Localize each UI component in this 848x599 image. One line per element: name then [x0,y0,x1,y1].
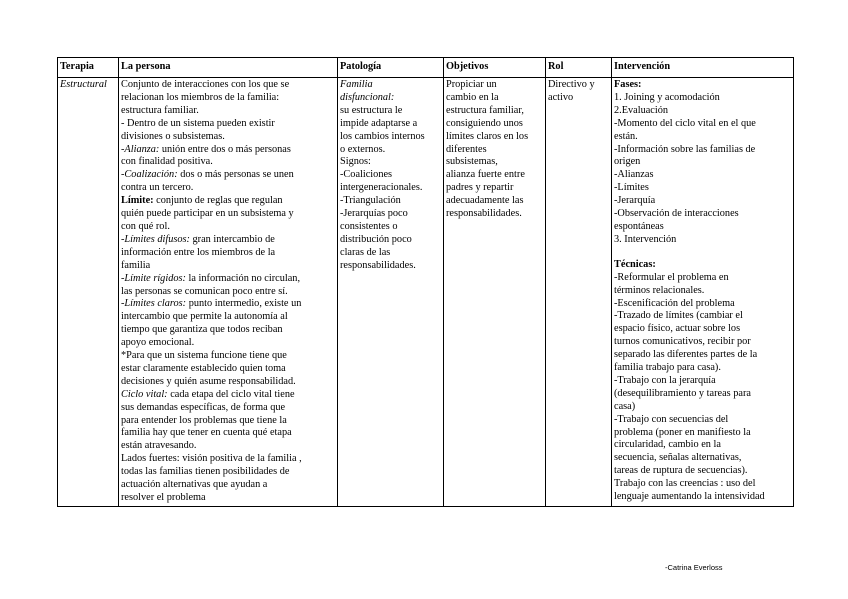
line-text: con qué rol. [121,220,170,232]
line-text: estar claramente establecido quien toma [121,362,286,374]
line-text: están. [614,130,638,142]
header-terapia: Terapia [58,58,119,78]
line-text: cada etapa del ciclo vital tiene [167,388,295,400]
text-line [121,376,335,389]
text-line [340,118,441,131]
cell-objetivos [444,78,546,507]
text-line [340,92,441,105]
term-label: Familia [340,79,373,90]
text-line: activo [548,91,574,103]
line-text: problema (poner en manifiesto la [614,426,751,438]
line-text: las personas se comunican poco entre sí. [121,285,288,297]
text-line [614,118,791,131]
line-text: gran intercambio de [189,233,275,245]
text-line [121,440,335,453]
line-text: -Reformular el problema en [614,271,729,283]
line-text: todas las familias tienen posibilidades de [121,466,290,478]
text-line [614,79,791,92]
text-line [614,414,791,427]
text-line: alianza fuerte entre [446,169,525,181]
text-line [614,298,791,311]
line-text: contra un tercero. [121,182,194,194]
cell-intervencion [612,78,794,507]
text-line [121,247,335,260]
text-line [614,92,791,105]
line-text: familia [121,259,151,271]
line-text: información entre los miembros de la [121,246,276,258]
text-line [121,105,335,118]
text-line [614,221,791,234]
text-line [614,439,791,452]
text-line [121,427,335,440]
term-label: -Alianza: [121,143,160,155]
text-line [121,453,335,466]
text-line [614,310,791,323]
line-text: - Dentro de un sistema pueden existir [121,117,275,129]
cell-persona [119,78,338,507]
text-line [614,478,791,491]
text-line [614,272,791,285]
text-line [121,466,335,479]
author-signature: -Catrina Everloss [665,563,723,572]
text-line [121,492,335,505]
text-line [614,259,791,272]
line-text: están atravesando. [121,440,197,452]
text-line [121,79,335,92]
text-line: adecuadamente las [446,195,524,207]
text-line [614,452,791,465]
term-label: -Coalización: [121,169,178,181]
text-line [614,195,791,208]
text-line [121,208,335,221]
text-line: responsabilidades. [446,208,522,220]
bold-label: Fases: [614,79,642,90]
header-patologia: Patología [338,58,444,78]
line-text: tiempo que garantiza que todos reciban [121,324,283,336]
line-text: quién puede participar en un subsistema y [121,208,294,220]
text-line [121,195,335,208]
cell-rol [546,78,612,507]
line-text: decisiones y quién asume responsabilidad. [121,375,296,387]
line-text: (desequilibramiento y tareas para [614,387,751,399]
text-line [121,402,335,415]
line-text: su estructura le [340,104,403,116]
text-line [614,388,791,401]
text-line [614,362,791,375]
line-text: intergeneracionales. [340,182,423,194]
text-line [340,79,441,92]
text-line [614,156,791,169]
line-text: -Jerarquías poco [340,208,408,220]
line-text: espacio físico, actuar sobre los [614,323,741,335]
line-text: -Alianzas [614,169,654,181]
line-text: Signos: [340,156,371,168]
therapy-table [57,57,794,507]
line-text: para entender los problemas que tiene la [121,414,287,426]
line-text: claras de las [340,246,391,258]
text-line [614,427,791,440]
text-line [121,479,335,492]
bold-label: Técnicas: [614,258,656,270]
line-text: con finalidad positiva. [121,156,213,168]
term-label: -Límite rígidos: [121,272,186,284]
line-text: familia hay que tener en cuenta qué etapa [121,427,292,439]
line-text: -Información sobre las familias de [614,143,756,155]
text-line: Directivo y [548,79,595,90]
line-text: punto intermedio, existe un [186,298,302,310]
line-text: turnos comunicativos, recibir por [614,336,751,348]
table-row [58,78,794,507]
text-line: consiguiendo unos [446,117,523,129]
line-text: -Trabajo con secuencias del [614,413,729,425]
line-text: consistentes o [340,220,398,232]
line-text: actuación alternativas que ayudan a [121,479,268,491]
header-objetivos: Objetivos [444,58,546,78]
line-text: divisiones o subsistemas. [121,130,225,142]
text-line [340,144,441,157]
text-line: estructura familiar, [446,104,524,116]
text-line [121,311,335,324]
line-text: -Trazado de límites (cambiar el [614,310,743,322]
line-text: espontáneas [614,220,664,232]
line-text: familia trabajo para casa). [614,362,721,374]
line-text: -Jerarquía [614,195,656,207]
term-label: disfuncional: [340,91,395,103]
term-label: -Límites claros: [121,298,187,310]
text-line [614,131,791,144]
text-line [340,182,441,195]
line-text: lenguaje aumentando la intensividad [614,491,765,503]
line-text: -Triangulación [340,195,401,207]
line-text: Trabajo con las creencias : uso del [614,478,756,490]
text-line [121,144,335,157]
line-text: dos o más personas se unen [177,169,294,181]
therapy-name: Estructural [60,79,107,90]
text-line [614,182,791,195]
text-line [121,350,335,363]
text-line [614,401,791,414]
text-line [614,169,791,182]
text-line [614,285,791,298]
text-line: padres y repartir [446,182,514,194]
text-line [614,491,791,504]
text-line [340,156,441,169]
text-line [121,286,335,299]
header-persona: La persona [119,58,338,78]
text-line [121,131,335,144]
line-text: 1. Joining y acomodación [614,91,720,103]
text-line [340,195,441,208]
line-text: Lados fuertes: visión positiva de la familia , [121,453,302,465]
line-text: 3. Intervención [614,233,677,245]
spacer [614,247,791,259]
text-line [340,169,441,182]
text-line [340,247,441,260]
line-text: los cambios internos [340,130,425,142]
line-text: relacionan los miembros de la familia: [121,91,280,103]
line-text: términos relacionales. [614,284,705,296]
text-line [614,336,791,349]
text-line [614,105,791,118]
text-line [121,260,335,273]
text-line [121,389,335,402]
text-line [614,208,791,221]
line-text: la información no circulan, [185,272,301,284]
text-line [340,260,441,273]
line-text: casa) [614,400,636,412]
text-line [614,375,791,388]
text-line [614,465,791,478]
text-line [614,349,791,362]
line-text: -Observación de interacciones [614,208,739,220]
text-line [121,234,335,247]
term-label: Ciclo vital: [121,388,168,400]
line-text: conjunto de reglas que regulan [153,195,283,207]
line-text: o externos. [340,143,386,155]
text-line [121,324,335,337]
line-text: apoyo emocional. [121,337,195,349]
text-line: diferentes [446,143,487,155]
text-line [340,221,441,234]
text-line [121,118,335,131]
term-label: -Límites difusos: [121,233,190,245]
text-line [121,92,335,105]
text-line [121,273,335,286]
text-line [121,298,335,311]
text-line [121,156,335,169]
line-text: circularidad, cambio en la [614,439,721,451]
line-text: impide adaptarse a [340,117,418,129]
text-line [121,182,335,195]
text-line: límites claros en los [446,130,529,142]
text-line: Propiciar un [446,79,497,90]
text-line [121,221,335,234]
text-line [121,337,335,350]
line-text: *Para que un sistema funcione tiene que [121,350,287,362]
cell-patologia [338,78,444,507]
cell-terapia [58,78,119,507]
line-text: -Coaliciones [340,169,393,181]
header-row [58,58,794,78]
line-text: tareas de ruptura de secuencias). [614,465,748,477]
text-line [340,234,441,247]
text-line [614,323,791,336]
line-text: distribución poco [340,233,412,245]
line-text: secuencia, señalas alternativas, [614,452,742,464]
text-line [340,105,441,118]
line-text: -Trabajo con la jerarquía [614,374,716,386]
line-text: -Escenificación del problema [614,297,735,309]
text-line [614,144,791,157]
line-text: resolver el problema [121,492,206,503]
text-line [121,363,335,376]
line-text: -Límites [614,182,649,194]
bold-label: Límite: [121,195,154,207]
text-line: subsistemas, [446,156,498,168]
line-text: origen [614,156,641,168]
line-text: 2.Evaluación [614,104,669,116]
header-rol: Rol [546,58,612,78]
text-line [614,234,791,247]
line-text: sus demandas específicas, de forma que [121,401,286,413]
header-intervencion: Intervención [612,58,794,78]
line-text: -Momento del ciclo vital en el que [614,117,756,129]
line-text: unión entre dos o más personas [159,143,291,155]
text-line [340,131,441,144]
line-text: intercambio que permite la autonomía al [121,311,288,323]
text-line [121,169,335,182]
line-text: Conjunto de interacciones con los que se [121,79,290,90]
text-line [340,208,441,221]
line-text: responsabilidades. [340,259,416,271]
line-text: estructura familiar. [121,104,199,116]
text-line [121,415,335,428]
text-line: cambio en la [446,91,499,103]
line-text: separado las diferentes partes de la [614,349,758,361]
